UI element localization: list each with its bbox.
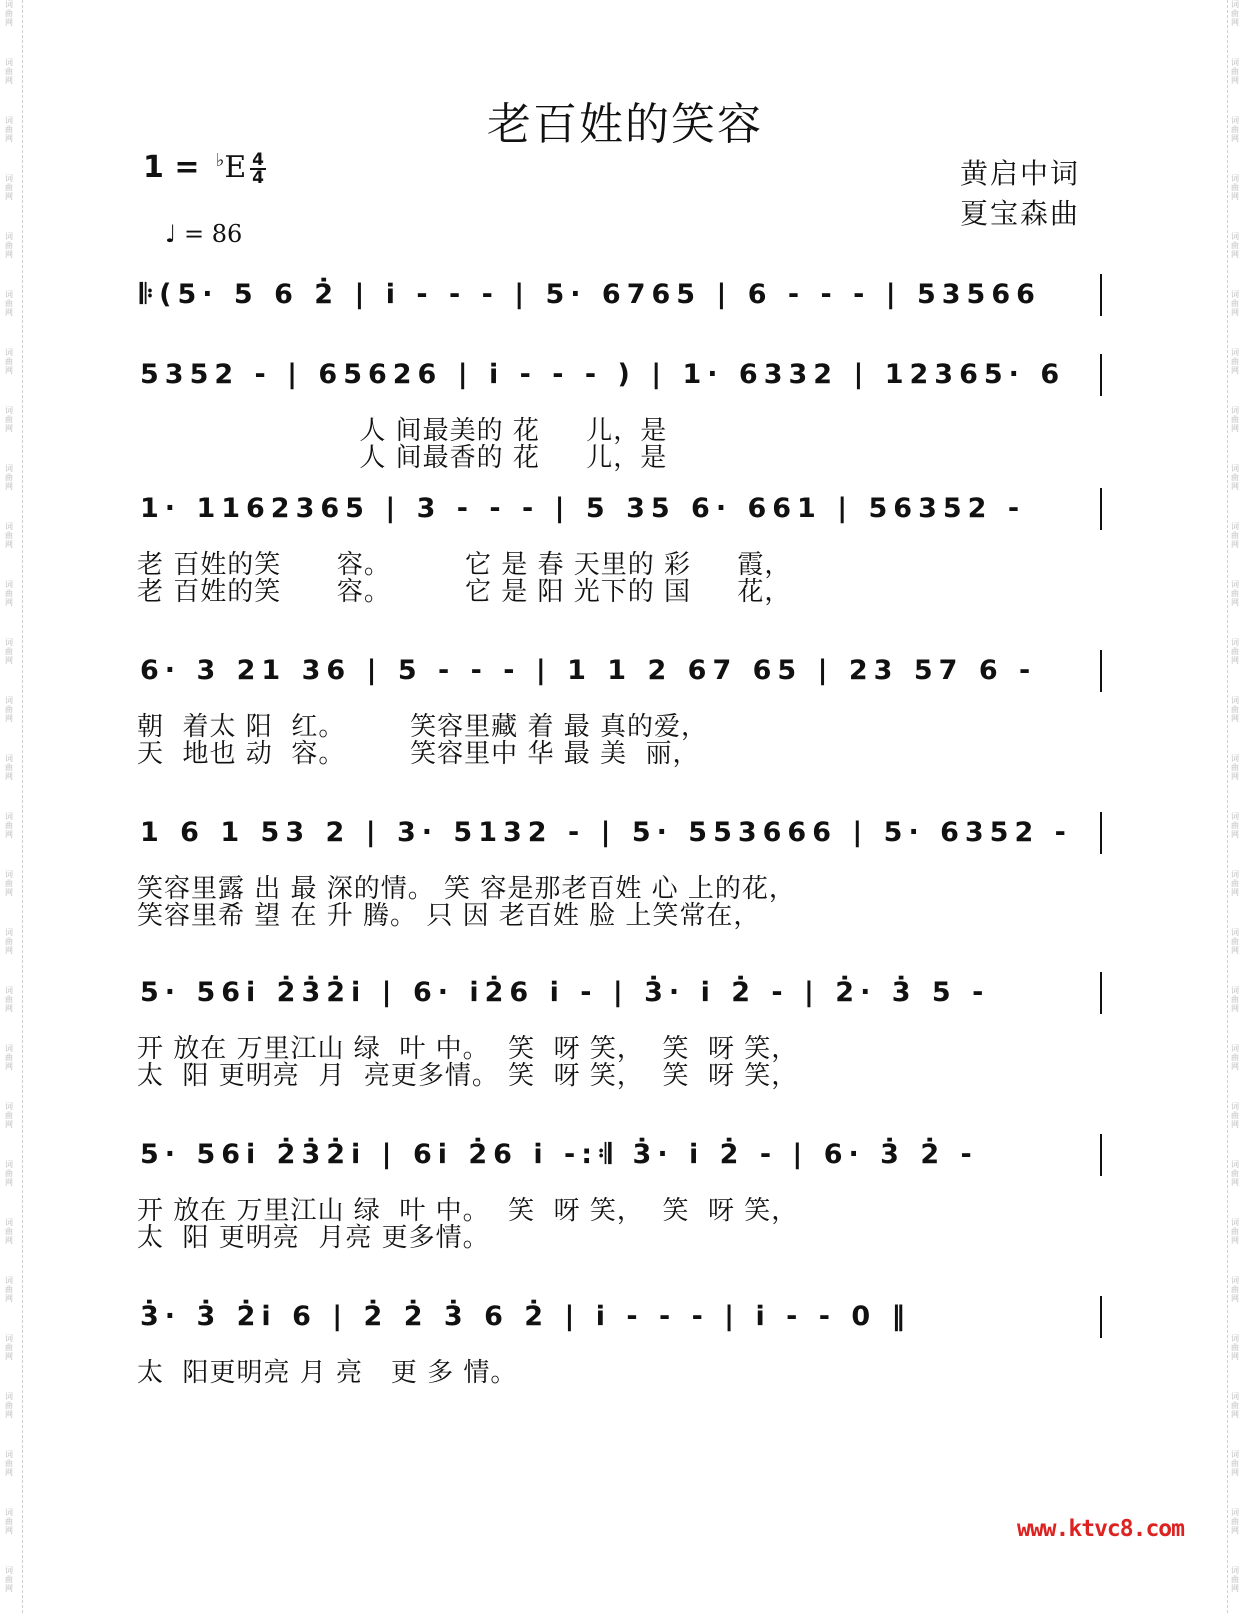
lyric-verse-1: 朝 着太 阳 红。 笑容里藏 着 最 真的爱，: [137, 712, 708, 742]
tempo-marking: [165, 220, 242, 248]
notation-row: 5· 56i̇ 2̇3̇2̇i̇ | 6· i̇2̇6 i̇ - | 3̇· i̇ 2̇ - | 2̇· 3̇ 5 -: [140, 972, 1102, 1014]
composer-credit: 夏宝森曲: [959, 197, 1080, 230]
margin-watermark: 词 曲 网: [1231, 232, 1239, 259]
lyricist-credit: 黄启中词: [959, 157, 1080, 190]
margin-watermark: 词 曲 网: [1231, 522, 1239, 549]
page-title: 老百姓的笑容: [487, 99, 763, 150]
margin-watermark: 词 曲 网: [5, 986, 13, 1013]
margin-watermark: 词 曲 网: [5, 232, 13, 259]
notation-row: 6· 3 21 36 | 5 - - - | 1 1 2 67 65 | 23 57 6 -: [140, 650, 1102, 692]
flat-symbol: ♭: [215, 150, 225, 171]
margin-watermark: 词 曲 网: [5, 1566, 13, 1593]
margin-watermark: 词 曲 网: [1231, 928, 1239, 955]
margin-watermark: 词 曲 网: [5, 754, 13, 781]
lyric-verse-1: 开 放在 万里江山 绿 叶 中。 笑 呀 笑， 笑 呀 笑，: [137, 1034, 799, 1064]
margin-watermark: 词 曲 网: [5, 1334, 13, 1361]
margin-watermark: 词 曲 网: [5, 1276, 13, 1303]
margin-watermark: 词 曲 网: [5, 1392, 13, 1419]
margin-watermark: 词 曲 网: [1231, 986, 1239, 1013]
notation-row: 3̇· 3̇ 2̇i̇ 6 | 2̇ 2̇ 3̇ 6 2̇ | i̇ - - - | i̇ - - 0 ‖: [140, 1296, 1102, 1338]
key-equals: =: [174, 150, 200, 185]
margin-watermark: 词 曲 网: [1231, 1102, 1239, 1129]
margin-watermark: 词 曲 网: [1231, 1334, 1239, 1361]
lyric-verse-2: 笑容里希 望 在 升 腾。 只 因 老百姓 脸 上笑常在，: [137, 901, 761, 931]
margin-watermark: 词 曲 网: [5, 1102, 13, 1129]
lyric-verse-1: 开 放在 万里江山 绿 叶 中。 笑 呀 笑， 笑 呀 笑，: [137, 1196, 799, 1226]
margin-watermark: 词 曲 网: [5, 580, 13, 607]
margin-watermark: 词 曲 网: [1231, 1508, 1239, 1535]
margin-watermark: 词 曲 网: [1231, 812, 1239, 839]
margin-watermark: 词 曲 网: [5, 406, 13, 433]
notation-row: 𝄆(5· 5 6 2̇ | i̇ - - - | 5· 6765 | 6 - - - | 53566: [140, 274, 1102, 316]
margin-watermark: 词 曲 网: [5, 696, 13, 723]
lyric-verse-2: 老 百姓的笑 容。 它 是 阳 光下的 国 花，: [137, 577, 792, 607]
notation-row: 1 6 1 53 2 | 3· 5132 - | 5· 553666 | 5· 6352 -: [140, 812, 1102, 854]
lyric-verse-2: 天 地也 动 容。 笑容里中 华 最 美 丽，: [137, 739, 700, 769]
margin-watermark: 词 曲 网: [1231, 870, 1239, 897]
margin-watermark: 词 曲 网: [5, 58, 13, 85]
margin-watermark: 词 曲 网: [5, 1508, 13, 1535]
margin-watermark: 词 曲 网: [1231, 1160, 1239, 1187]
margin-watermark: 词 曲 网: [1231, 58, 1239, 85]
margin-watermark: 词 曲 网: [1231, 696, 1239, 723]
time-signature: [250, 152, 266, 186]
lyric-verse-2: 太 阳 更明亮 月亮 更多情。: [137, 1223, 490, 1253]
margin-watermark: 词 曲 网: [1231, 580, 1239, 607]
notation-row: 5· 56i̇ 2̇3̇2̇i̇ | 6i̇ 2̇6 i̇ -:𝄇 3̇· i̇ 2̇ - | 6· 3̇ 2̇ -: [140, 1134, 1102, 1176]
lyric-verse-2: 太 阳 更明亮 月 亮更多情。 笑 呀 笑， 笑 呀 笑，: [137, 1061, 799, 1091]
margin-watermark: 词 曲 网: [1231, 1044, 1239, 1071]
margin-watermark: 词 曲 网: [1231, 290, 1239, 317]
margin-watermark: 词 曲 网: [5, 1160, 13, 1187]
margin-watermark: 词 曲 网: [5, 812, 13, 839]
lyric-verse-1: 老 百姓的笑 容。 它 是 春 天里的 彩 霞，: [137, 550, 792, 580]
margin-watermark: 词 曲 网: [1231, 174, 1239, 201]
quarter-note-icon: ♩: [165, 220, 177, 248]
margin-watermark: 词 曲 网: [5, 638, 13, 665]
margin-watermark: 词 曲 网: [1231, 406, 1239, 433]
margin-watermark: 词 曲 网: [5, 290, 13, 317]
margin-watermark: 词 曲 网: [1231, 1392, 1239, 1419]
margin-watermark: 词 曲 网: [5, 1218, 13, 1245]
key-one: 1: [143, 150, 164, 185]
margin-watermark: 词 曲 网: [1231, 1218, 1239, 1245]
lyric-verse-1: 笑容里露 出 最 深的情。 笑 容是那老百姓 心 上的花，: [137, 874, 796, 904]
margin-watermark: 词 曲 网: [5, 928, 13, 955]
notation-row: 5352 - | 65626 | i̇ - - - ) | 1· 6332 | 12365· 6: [140, 354, 1102, 396]
margin-watermark: 词 曲 网: [1231, 116, 1239, 143]
lyric-verse-1: 太 阳更明亮 月 亮 更 多 情。: [137, 1358, 518, 1388]
margin-watermark: 词 曲 网: [5, 1450, 13, 1477]
margin-watermark: 词 曲 网: [1231, 464, 1239, 491]
margin-watermark: 词 曲 网: [5, 174, 13, 201]
site-watermark: www.ktvc8.com: [1016, 1516, 1184, 1542]
margin-watermark: 词 曲 网: [5, 0, 13, 27]
margin-watermark: 词 曲 网: [5, 116, 13, 143]
lyric-verse-2: 人 间最香的 花 儿，是: [137, 443, 668, 473]
meter-bottom: 4: [252, 168, 264, 188]
tempo-value: 86: [211, 220, 243, 248]
margin-watermark: 词 曲 网: [1231, 0, 1239, 27]
margin-watermark: 词 曲 网: [1231, 1276, 1239, 1303]
margin-watermark: 词 曲 网: [5, 1044, 13, 1071]
margin-watermark: 词 曲 网: [5, 348, 13, 375]
lyric-verse-1: 人 间最美的 花 儿，是: [137, 416, 668, 446]
margin-watermark: 词 曲 网: [5, 870, 13, 897]
margin-watermark: 词 曲 网: [1231, 1450, 1239, 1477]
margin-watermark: 词 曲 网: [5, 464, 13, 491]
margin-watermark: 词 曲 网: [1231, 638, 1239, 665]
margin-watermark: 词 曲 网: [5, 522, 13, 549]
meter-top: 4: [250, 152, 266, 170]
margin-watermark: 词 曲 网: [1231, 348, 1239, 375]
margin-watermark: 词 曲 网: [1231, 1566, 1239, 1593]
key-note: E: [224, 150, 247, 185]
margin-watermark: 词 曲 网: [1231, 754, 1239, 781]
tempo-equals: =: [183, 220, 205, 248]
notation-row: 1· 1162365 | 3 - - - | 5 35 6· 661 | 56352 -: [140, 488, 1102, 530]
key-signature: [143, 150, 246, 185]
